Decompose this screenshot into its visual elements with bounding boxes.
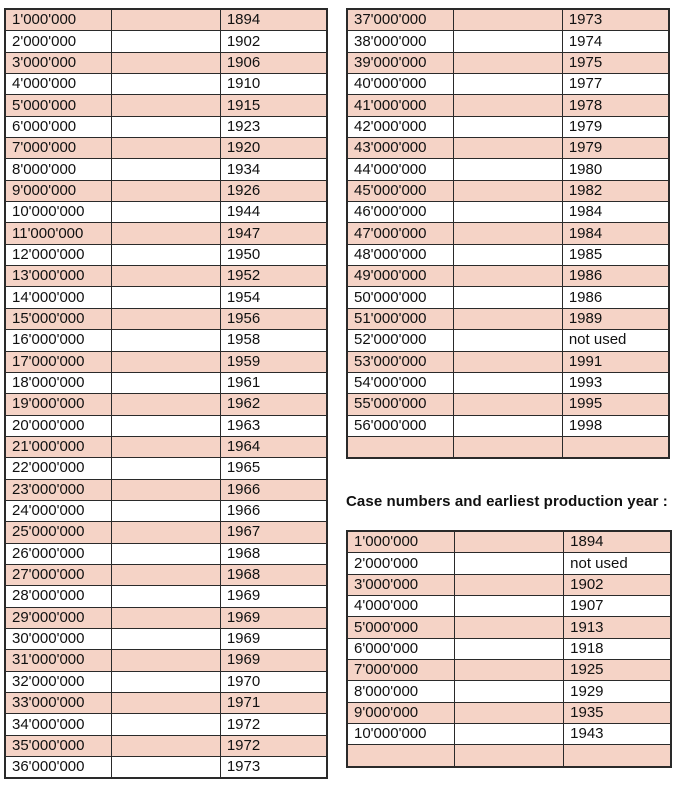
number-cell: 34'000'000 (5, 714, 112, 735)
number-cell: 6'000'000 (5, 116, 112, 137)
table-row (5, 74, 327, 95)
year-cell: 1973 (220, 757, 327, 779)
table-row (347, 372, 669, 393)
blank-cell (112, 116, 221, 137)
blank-cell (454, 724, 563, 745)
number-cell: 9'000'000 (347, 702, 454, 723)
number-cell: 7'000'000 (347, 660, 454, 681)
year-cell: 1902 (564, 574, 671, 595)
blank-cell (454, 372, 563, 393)
table-row (5, 116, 327, 137)
table-row (5, 287, 327, 308)
year-cell: 1926 (220, 180, 327, 201)
year-cell (564, 745, 671, 767)
blank-cell (112, 543, 221, 564)
blank-cell (454, 681, 563, 702)
year-cell: 1964 (220, 436, 327, 457)
year-cell: 1923 (220, 116, 327, 137)
number-cell: 50'000'000 (347, 287, 454, 308)
table-row (347, 702, 671, 723)
number-cell: 46'000'000 (347, 202, 454, 223)
blank-cell (112, 714, 221, 735)
year-cell: 1966 (220, 500, 327, 521)
blank-cell (454, 266, 563, 287)
blank-cell (112, 223, 221, 244)
year-cell: 1974 (562, 31, 669, 52)
year-cell: 1969 (220, 607, 327, 628)
blank-cell (454, 702, 563, 723)
blank-cell (112, 586, 221, 607)
blank-cell (112, 180, 221, 201)
blank-cell (454, 9, 563, 31)
number-cell: 1'000'000 (5, 9, 112, 31)
table-row (5, 458, 327, 479)
table-row (5, 757, 327, 779)
number-cell: 10'000'000 (5, 202, 112, 223)
table-body (5, 9, 327, 778)
year-cell: 1995 (562, 394, 669, 415)
blank-cell (454, 74, 563, 95)
table-row (347, 138, 669, 159)
table-row (5, 500, 327, 521)
table-row (347, 9, 669, 31)
year-cell: 1972 (220, 735, 327, 756)
table-row (347, 330, 669, 351)
blank-cell (112, 650, 221, 671)
table-row (347, 553, 671, 574)
number-cell: 39'000'000 (347, 52, 454, 73)
table-row (347, 95, 669, 116)
blank-cell (454, 436, 563, 458)
year-cell: 1979 (562, 116, 669, 137)
year-cell: 1967 (220, 522, 327, 543)
table-row (347, 596, 671, 617)
number-cell: 10'000'000 (347, 724, 454, 745)
year-cell: 1986 (562, 266, 669, 287)
year-cell: 1918 (564, 638, 671, 659)
number-cell: 19'000'000 (5, 394, 112, 415)
number-cell: 8'000'000 (5, 159, 112, 180)
table-row (347, 202, 669, 223)
number-cell: 20'000'000 (5, 415, 112, 436)
table-row (5, 330, 327, 351)
year-cell: 1968 (220, 543, 327, 564)
number-cell: 44'000'000 (347, 159, 454, 180)
number-cell: 18'000'000 (5, 372, 112, 393)
year-cell: 1902 (220, 31, 327, 52)
year-cell: 1959 (220, 351, 327, 372)
number-cell: 23'000'000 (5, 479, 112, 500)
number-cell: 42'000'000 (347, 116, 454, 137)
year-cell: 1958 (220, 330, 327, 351)
table-row (5, 351, 327, 372)
number-cell: 3'000'000 (347, 574, 454, 595)
blank-cell (454, 138, 563, 159)
blank-cell (112, 351, 221, 372)
year-cell: 1989 (562, 308, 669, 329)
year-cell: 1925 (564, 660, 671, 681)
blank-cell (112, 244, 221, 265)
table-row (5, 244, 327, 265)
blank-cell (112, 52, 221, 73)
table-body (347, 9, 669, 458)
table-row (5, 735, 327, 756)
blank-cell (454, 244, 563, 265)
table-row (347, 223, 669, 244)
blank-cell (454, 330, 563, 351)
year-cell: 1980 (562, 159, 669, 180)
year-cell: 1977 (562, 74, 669, 95)
number-cell: 3'000'000 (5, 52, 112, 73)
year-cell: 1979 (562, 138, 669, 159)
number-cell: 21'000'000 (5, 436, 112, 457)
number-cell: 6'000'000 (347, 638, 454, 659)
year-cell: 1984 (562, 202, 669, 223)
year-cell: 1966 (220, 479, 327, 500)
number-cell: 51'000'000 (347, 308, 454, 329)
year-cell (562, 436, 669, 458)
table-row (347, 116, 669, 137)
number-cell: 25'000'000 (5, 522, 112, 543)
number-cell: 9'000'000 (5, 180, 112, 201)
year-cell: 1920 (220, 138, 327, 159)
table-row (5, 564, 327, 585)
number-cell: 14'000'000 (5, 287, 112, 308)
table-row (347, 638, 671, 659)
year-cell: 1991 (562, 351, 669, 372)
year-cell: 1929 (564, 681, 671, 702)
table-row (5, 159, 327, 180)
year-cell: 1985 (562, 244, 669, 265)
blank-cell (112, 607, 221, 628)
number-cell: 49'000'000 (347, 266, 454, 287)
number-cell: 55'000'000 (347, 394, 454, 415)
blank-cell (112, 458, 221, 479)
blank-cell (112, 330, 221, 351)
year-cell: not used (562, 330, 669, 351)
year-cell: not used (564, 553, 671, 574)
number-cell: 48'000'000 (347, 244, 454, 265)
table-row (347, 52, 669, 73)
year-cell: 1894 (564, 531, 671, 553)
number-cell: 17'000'000 (5, 351, 112, 372)
year-cell: 1975 (562, 52, 669, 73)
table-row (5, 628, 327, 649)
table-row (347, 745, 671, 767)
number-cell: 4'000'000 (5, 74, 112, 95)
table-row (5, 479, 327, 500)
number-cell: 31'000'000 (5, 650, 112, 671)
table-row (5, 52, 327, 73)
table-row (347, 180, 669, 201)
number-cell: 54'000'000 (347, 372, 454, 393)
year-cell: 1952 (220, 266, 327, 287)
year-cell: 1907 (564, 596, 671, 617)
year-cell: 1910 (220, 74, 327, 95)
table-body (347, 531, 671, 767)
year-cell: 1906 (220, 52, 327, 73)
year-cell: 1970 (220, 671, 327, 692)
table-row (347, 31, 669, 52)
table-row (5, 9, 327, 31)
movement-number-table-right (346, 8, 670, 459)
blank-cell (112, 159, 221, 180)
number-cell: 7'000'000 (5, 138, 112, 159)
table-row (347, 244, 669, 265)
number-cell: 1'000'000 (347, 531, 454, 553)
table-row (347, 436, 669, 458)
blank-cell (112, 9, 221, 31)
number-cell: 36'000'000 (5, 757, 112, 779)
number-cell: 11'000'000 (5, 223, 112, 244)
number-cell: 43'000'000 (347, 138, 454, 159)
year-cell: 1935 (564, 702, 671, 723)
blank-cell (112, 693, 221, 714)
blank-cell (454, 553, 563, 574)
blank-cell (454, 660, 563, 681)
year-cell: 1963 (220, 415, 327, 436)
blank-cell (454, 638, 563, 659)
year-cell: 1969 (220, 586, 327, 607)
blank-cell (112, 628, 221, 649)
year-cell: 1969 (220, 650, 327, 671)
blank-cell (454, 31, 563, 52)
year-cell: 1962 (220, 394, 327, 415)
number-cell: 56'000'000 (347, 415, 454, 436)
blank-cell (454, 596, 563, 617)
number-cell: 45'000'000 (347, 180, 454, 201)
blank-cell (454, 180, 563, 201)
number-cell: 5'000'000 (5, 95, 112, 116)
table-row (5, 693, 327, 714)
number-cell: 5'000'000 (347, 617, 454, 638)
number-cell: 13'000'000 (5, 266, 112, 287)
table-row (5, 586, 327, 607)
year-cell: 1969 (220, 628, 327, 649)
year-cell: 1956 (220, 308, 327, 329)
blank-cell (454, 116, 563, 137)
blank-cell (112, 522, 221, 543)
number-cell: 2'000'000 (347, 553, 454, 574)
table-row (347, 415, 669, 436)
year-cell: 1950 (220, 244, 327, 265)
table-row (347, 394, 669, 415)
blank-cell (454, 287, 563, 308)
number-cell: 29'000'000 (5, 607, 112, 628)
number-cell: 24'000'000 (5, 500, 112, 521)
blank-cell (112, 564, 221, 585)
year-cell: 1993 (562, 372, 669, 393)
blank-cell (454, 95, 563, 116)
table-row (5, 202, 327, 223)
blank-cell (112, 415, 221, 436)
year-cell: 1973 (562, 9, 669, 31)
table-row (5, 522, 327, 543)
year-cell: 1934 (220, 159, 327, 180)
table-row (5, 415, 327, 436)
number-cell: 38'000'000 (347, 31, 454, 52)
year-cell: 1968 (220, 564, 327, 585)
table-row (347, 351, 669, 372)
case-number-table (346, 530, 672, 768)
table-row (347, 617, 671, 638)
table-row (5, 607, 327, 628)
table-row (5, 95, 327, 116)
table-row (347, 308, 669, 329)
blank-cell (454, 308, 563, 329)
blank-cell (112, 394, 221, 415)
number-cell: 12'000'000 (5, 244, 112, 265)
blank-cell (112, 31, 221, 52)
blank-cell (454, 351, 563, 372)
blank-cell (112, 287, 221, 308)
year-cell: 1971 (220, 693, 327, 714)
table-row (347, 574, 671, 595)
table-row (347, 159, 669, 180)
number-cell: 4'000'000 (347, 596, 454, 617)
movement-number-table-left (4, 8, 328, 779)
blank-cell (112, 372, 221, 393)
year-cell: 1965 (220, 458, 327, 479)
blank-cell (454, 223, 563, 244)
year-cell: 1954 (220, 287, 327, 308)
blank-cell (454, 52, 563, 73)
number-cell (347, 745, 454, 767)
table-row (347, 531, 671, 553)
table-row (5, 372, 327, 393)
blank-cell (112, 500, 221, 521)
number-cell: 37'000'000 (347, 9, 454, 31)
number-cell: 35'000'000 (5, 735, 112, 756)
blank-cell (112, 479, 221, 500)
blank-cell (454, 531, 563, 553)
table-row (5, 436, 327, 457)
blank-cell (454, 202, 563, 223)
year-cell: 1947 (220, 223, 327, 244)
blank-cell (112, 138, 221, 159)
number-cell: 27'000'000 (5, 564, 112, 585)
number-cell: 41'000'000 (347, 95, 454, 116)
blank-cell (454, 574, 563, 595)
blank-cell (112, 735, 221, 756)
number-cell: 28'000'000 (5, 586, 112, 607)
blank-cell (112, 74, 221, 95)
year-cell: 1913 (564, 617, 671, 638)
year-cell: 1982 (562, 180, 669, 201)
table-row (347, 74, 669, 95)
number-cell: 32'000'000 (5, 671, 112, 692)
blank-cell (112, 266, 221, 287)
number-cell: 47'000'000 (347, 223, 454, 244)
blank-cell (454, 159, 563, 180)
blank-cell (112, 202, 221, 223)
blank-cell (454, 394, 563, 415)
number-cell: 15'000'000 (5, 308, 112, 329)
blank-cell (112, 308, 221, 329)
table-row (5, 543, 327, 564)
blank-cell (112, 95, 221, 116)
year-cell: 1943 (564, 724, 671, 745)
blank-cell (112, 436, 221, 457)
table-row (347, 660, 671, 681)
table-row (5, 308, 327, 329)
table-row (5, 671, 327, 692)
table-row (5, 394, 327, 415)
number-cell: 26'000'000 (5, 543, 112, 564)
number-cell: 8'000'000 (347, 681, 454, 702)
blank-cell (454, 745, 563, 767)
number-cell: 33'000'000 (5, 693, 112, 714)
number-cell: 53'000'000 (347, 351, 454, 372)
table-row (5, 714, 327, 735)
table-row (5, 180, 327, 201)
number-cell: 40'000'000 (347, 74, 454, 95)
table-row (5, 223, 327, 244)
table-row (5, 650, 327, 671)
table-row (5, 31, 327, 52)
year-cell: 1978 (562, 95, 669, 116)
case-numbers-heading: Case numbers and earliest production year : (346, 493, 668, 510)
year-cell: 1984 (562, 223, 669, 244)
number-cell: 16'000'000 (5, 330, 112, 351)
table-row (5, 138, 327, 159)
year-cell: 1915 (220, 95, 327, 116)
table-row (347, 724, 671, 745)
number-cell (347, 436, 454, 458)
table-row (5, 266, 327, 287)
year-cell: 1894 (220, 9, 327, 31)
blank-cell (454, 415, 563, 436)
blank-cell (454, 617, 563, 638)
year-cell: 1944 (220, 202, 327, 223)
number-cell: 22'000'000 (5, 458, 112, 479)
year-cell: 1998 (562, 415, 669, 436)
table-row (347, 287, 669, 308)
number-cell: 52'000'000 (347, 330, 454, 351)
table-row (347, 266, 669, 287)
year-cell: 1961 (220, 372, 327, 393)
blank-cell (112, 757, 221, 779)
year-cell: 1986 (562, 287, 669, 308)
number-cell: 2'000'000 (5, 31, 112, 52)
number-cell: 30'000'000 (5, 628, 112, 649)
year-cell: 1972 (220, 714, 327, 735)
table-row (347, 681, 671, 702)
blank-cell (112, 671, 221, 692)
